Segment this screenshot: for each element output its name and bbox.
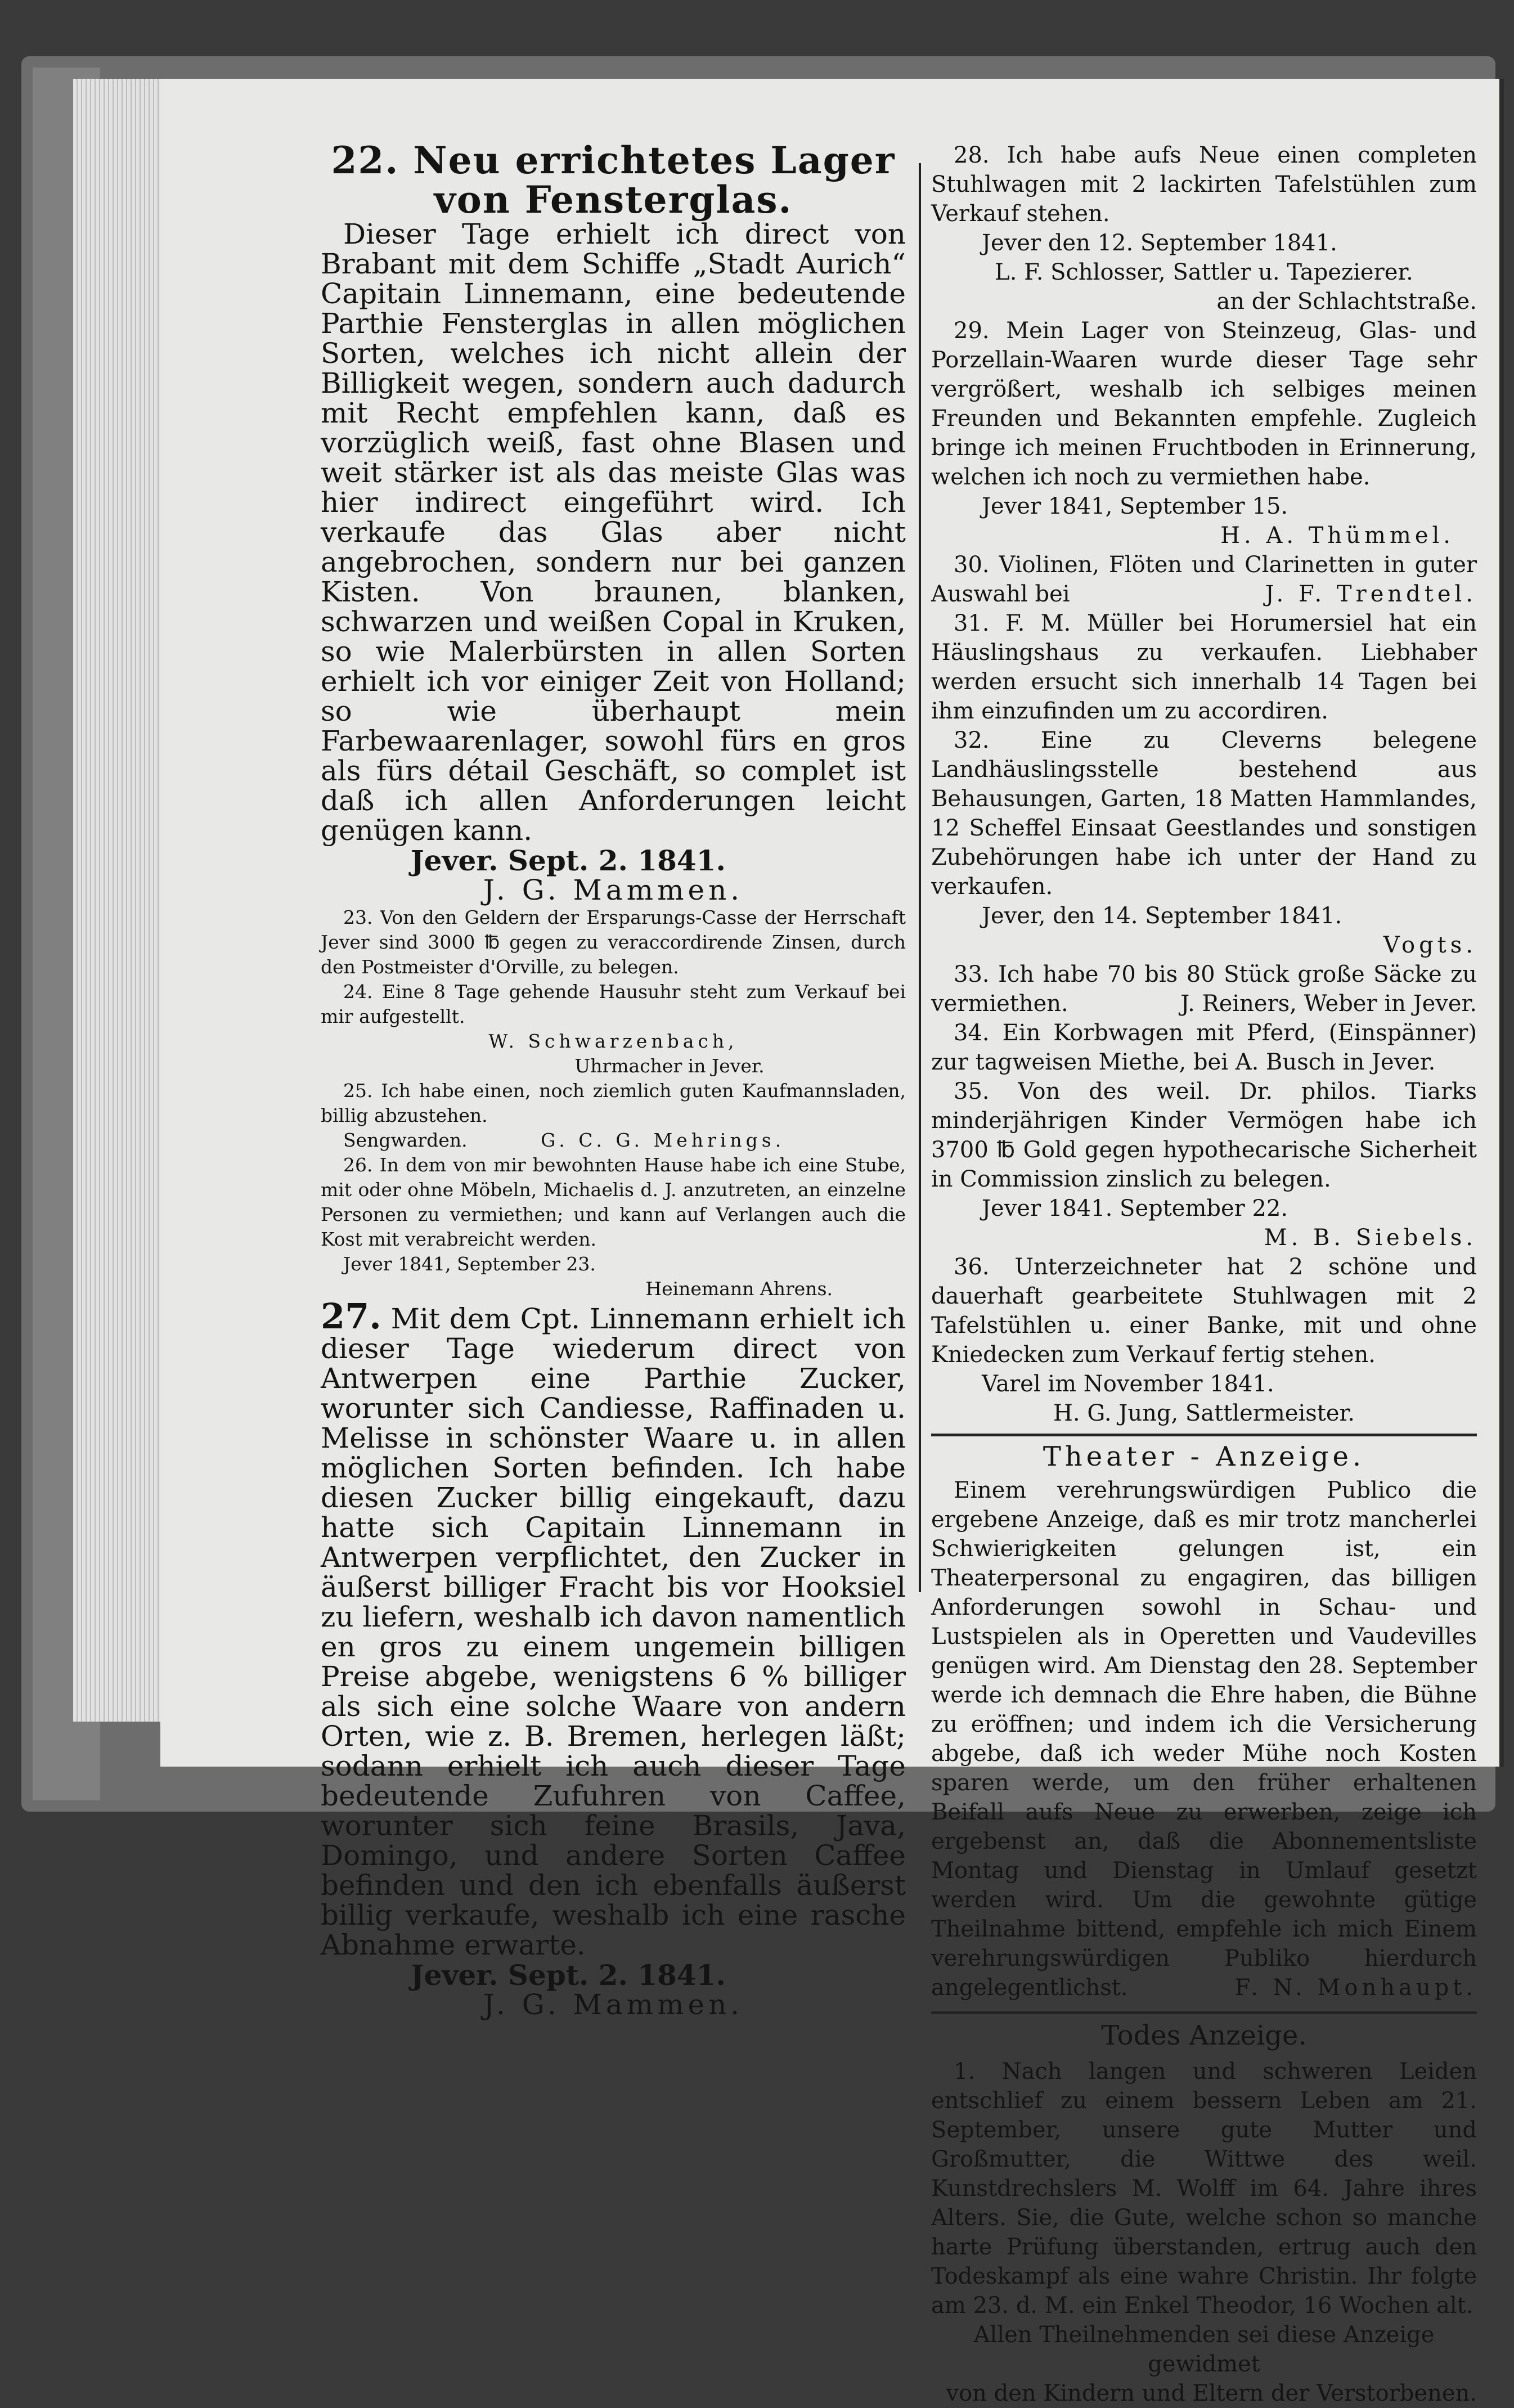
ad-28-signature: L. F. Schlosser, Sattler u. Tapezierer. [995, 259, 1413, 285]
ad-22-title: Neu errichtetes Lager von Fensterglas. [413, 138, 896, 222]
ad-24-signature: W. Schwarzenbach, [488, 1030, 738, 1052]
ad-32-date: Jever, den 14. September 1841. [982, 903, 1342, 929]
ad-31-text: 31. F. M. Müller bei Horumersiel hat ein Häuslingshaus zu verkaufen. Liebhaber werden ersucht sich innerhalb 14 Tagen bei ihm einzufinden um zu accordiren. [931, 610, 1477, 724]
ad-26-date: Jever 1841, September 23. [343, 1253, 596, 1275]
ad-36 [931, 1252, 1477, 1428]
ad-34 [931, 1018, 1477, 1077]
ad-27 [321, 1296, 906, 2021]
left-column [321, 138, 906, 2021]
ad-35-date: Jever 1841. September 22. [982, 1196, 1288, 1221]
ad-32-signature: Vogts. [1383, 932, 1477, 958]
theater-signature: F. N. Monhaupt. [1234, 1975, 1477, 2001]
ad-25-text: 25. Ich habe einen, noch ziemlich guten Kaufmannsladen, billig abzustehen. [321, 1080, 906, 1126]
death-notice [931, 2011, 1477, 2408]
ad-36-signature: H. G. Jung, Sattlermeister. [1053, 1400, 1355, 1426]
ad-22-date: Jever. Sept. 2. 1841. [411, 844, 726, 877]
ad-24-signature-line2: Uhrmacher in Jever. [574, 1055, 765, 1077]
ad-35-text: 35. Von des weil. Dr. philos. Tiarks minderjährigen Kinder Vermögen habe ich 3700 ℔ Gold gegen hypothecarische Sicherheit in Commission zinslich zu belegen. [931, 1079, 1477, 1192]
death-notice-dedication: Allen Theilnehmenden sei diese Anzeige gewidmet [973, 2322, 1435, 2377]
theater-text: Einem verehrungswürdigen Publico die ergebene Anzeige, daß es mir trotz mancherlei Schwierigkeiten gelungen ist, ein Theaterpersonal zu engagiren, das billigen Anforderungen sowohl in Schau- und Lustspielen als in Operetten und Vaudevilles genügen wird. Am Dienstag den 28. September werde ich demnach die Ehre haben, die Bühne zu eröffnen; und indem ich die Versicherung abgebe, daß ich weder Mühe noch Kosten sparen werde, um den früher erhaltenen Beifall aufs Neue zu erwerben, zeige ich ergebenst an, daß die Abonnementsliste Montag und Dienstag in Umlauf gesetzt werden wird. Um die gewohnte gütige Theilnahme bittend, empfehle ich mich Einem verehrungswürdigen Publiko hierdurch angelegentlichst. [931, 1477, 1477, 2001]
ad-26 [321, 1153, 906, 1301]
ad-23-text: 23. Von den Geldern der Ersparungs-Casse der Herrschaft Jever sind 3000 ℔ gegen zu veraccordirende Zinsen, durch den Postmeister d'Orville, zu belegen. [321, 906, 906, 978]
ad-27-number: 27. [321, 1296, 381, 1337]
ad-22 [321, 138, 906, 906]
death-notice-from: von den Kindern und Eltern der Verstorbenen. [946, 2380, 1477, 2406]
ad-23 [321, 905, 906, 980]
ad-28-date: Jever den 12. September 1841. [982, 230, 1337, 256]
ad-28 [931, 141, 1477, 316]
ad-30-text: 30. Violinen, Flöten und Clarinetten in guter Auswahl bei [931, 552, 1477, 607]
column-rule [919, 163, 921, 1592]
ad-25-place: Sengwarden. [343, 1129, 468, 1151]
ad-25-signature: G. C. G. Mehrings. [541, 1129, 785, 1151]
right-column [931, 141, 1477, 2408]
ad-30-signature: J. F. Trendtel. [1265, 581, 1477, 607]
ad-28-address: an der Schlachtstraße. [1216, 289, 1477, 315]
ad-29-text: 29. Mein Lager von Steinzeug, Glas- und Porzellain-Waaren wurde dieser Tage sehr vergrößert, weshalb ich selbiges meinen Freunden und Bekannten empfehle. Zugleich bringe ich meinen Fruchtboden in Erinnerung, welchen ich noch zu vermiethen habe. [931, 318, 1477, 490]
ad-26-signature: Heinemann Ahrens. [645, 1278, 833, 1300]
ad-31 [931, 609, 1477, 726]
death-notice-text: 1. Nach langen und schweren Leiden entschlief zu einem bessern Leben am 21. September, unsere gute Mutter und Großmutter, die Wittwe des weil. Kunstdrechslers M. Wolff im 64. Jahre ihres Alters. Sie, die Gute, welche schon so manche harte Prüfung überstanden, ertrug auch den Todeskampf als eine wahre Christin. Ihr folgte am 23. d. M. ein Enkel Theodor, 16 Wochen alt. [931, 2059, 1477, 2319]
ad-35-signature: M. B. Siebels. [1264, 1225, 1477, 1251]
ad-24 [321, 980, 906, 1079]
ad-33-signature: J. Reiners, Weber in Jever. [1180, 991, 1477, 1017]
ad-25 [321, 1079, 906, 1153]
ad-27-signature: J. G. Mammen. [483, 1988, 744, 2021]
ad-33 [931, 960, 1477, 1018]
ad-24-text: 24. Eine 8 Tage gehende Hausuhr steht zum Verkauf bei mir aufgestellt. [321, 981, 906, 1027]
ad-35 [931, 1077, 1477, 1252]
ad-32 [931, 726, 1477, 960]
ad-22-number: 22. [331, 138, 399, 182]
ad-30 [931, 550, 1477, 609]
theater-heading: Theater - Anzeige. [931, 1434, 1477, 1472]
ad-27-date: Jever. Sept. 2. 1841. [411, 1958, 726, 1992]
ad-34-text: 34. Ein Korbwagen mit Pferd, (Einspänner) zur tagweisen Miethe, bei A. Busch in Jever. [931, 1020, 1477, 1075]
theater-announcement [931, 1434, 1477, 2002]
death-notice-heading: Todes Anzeige. [931, 2011, 1477, 2051]
ad-36-text: 36. Unterzeichneter hat 2 schöne und dauerhaft gearbeitete Stuhlwagen mit 2 Tafelstühlen u. einer Banke, mit und ohne Kniedecken zum Verkauf fertig stehen. [931, 1254, 1477, 1368]
ad-28-text: 28. Ich habe aufs Neue einen completen Stuhlwagen mit 2 lackirten Tafelstühlen zum Verkauf stehen. [931, 142, 1477, 227]
ad-22-signature: J. G. Mammen. [483, 874, 744, 906]
ad-22-text: Dieser Tage erhielt ich direct von Brabant mit dem Schiffe „Stadt Aurich“ Capitain Linnemann, eine bedeutende Parthie Fensterglas in allen möglichen Sorten, welches ich nicht allein der Billigkeit wegen, sondern auch dadurch mit Recht empfehlen kann, daß es vorzüglich weiß, fast ohne Blasen und weit stärker ist als das meiste Glas was hier indirect eingeführt wird. Ich verkaufe das Glas aber nicht angebrochen, sondern nur bei ganzen Kisten. Von braunen, blanken, schwarzen und weißen Copal in Kruken, so wie Malerbürsten in allen Sorten erhielt ich vor einiger Zeit von Holland; so wie überhaupt mein Farbewaarenlager, sowohl fürs en gros als fürs détail Geschäft, so complet ist daß ich allen Anforderungen leicht genügen kann. [321, 218, 906, 847]
ad-26-text: 26. In dem von mir bewohnten Hause habe ich eine Stube, mit oder ohne Möbeln, Michaelis d. J. anzutreten, an einzelne Personen zu vermiethen; und kann auf Verlangen auch die Kost mit verabreicht werden. [321, 1154, 906, 1250]
ad-29-signature: H. A. Thümmel. [1220, 523, 1454, 549]
ad-36-date: Varel im November 1841. [982, 1371, 1274, 1397]
ad-33-text: 33. Ich habe 70 bis 80 Stück große Säcke zu vermiethen. [931, 962, 1477, 1017]
ad-27-text: Mit dem Cpt. Linnemann erhielt ich dieser Tage wiederum direct von Antwerpen eine Parthie Zucker, worunter sich Candiesse, Raffinaden u. Melisse in schönster Waare u. in allen möglichen Sorten befinden. Ich habe diesen Zucker billig eingekauft, dazu hatte sich Capitain Linnemann in Antwerpen verpflichtet, den Zucker in äußerst billiger Fracht bis vor Hooksiel zu liefern, weshalb ich davon namentlich en gros zu einem ungemein billigen Preise abgebe, wenigstens 6 % billiger als sich eine solche Waare von andern Orten, wie z. B. Bremen, herlegen läßt; sodann erhielt ich auch dieser Tage bedeutende Zufuhren von Caffee, worunter sich feine Brasils, Java, Domingo, und andere Sorten Caffee befinden und den ich ebenfalls äußerst billig verkaufe, weshalb ich eine rasche Abnahme erwarte. [321, 1302, 906, 1961]
ad-29 [931, 316, 1477, 550]
ad-29-date: Jever 1841, September 15. [982, 493, 1288, 519]
ad-32-text: 32. Eine zu Cleverns belegene Landhäuslingsstelle bestehend aus Behausungen, Garten, 18 Matten Hammlandes, 12 Scheffel Einsaat Geestlandes und sonstigen Zubehörungen habe ich unter der Hand zu verkaufen. [931, 727, 1477, 900]
